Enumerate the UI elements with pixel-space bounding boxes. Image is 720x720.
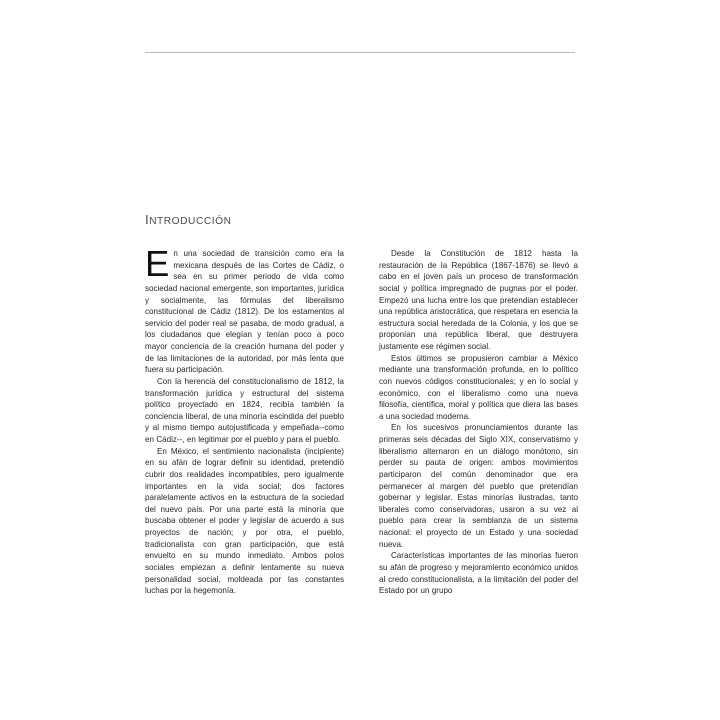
paragraph: Características importantes de las minorías fueron su afán de progreso y mejoramiento económico unidos al credo constitucionalista, a la limitación del poder del Estado por un grupo bbox=[379, 551, 578, 596]
drop-cap-letter: E bbox=[145, 243, 170, 284]
header-rule-divider bbox=[145, 52, 575, 53]
page-title bbox=[145, 212, 232, 227]
right-text-column bbox=[379, 248, 578, 597]
two-column-body bbox=[145, 243, 578, 688]
heading-initial-letter: I bbox=[145, 212, 150, 227]
heading-remaining-letters: NTRODUCCIÓN bbox=[149, 216, 232, 227]
left-text-column bbox=[145, 243, 344, 597]
paragraph-text: n una sociedad de transición como era la mexicana después de las Cortes de Cádiz, o sea en su primer periodo de vida como sociedad nacional emergente, son importantes, jurídica y socialmente, las fórmulas del liberalismo constitucional de Cádiz (1812). De los estamentos al servicio del poder real se pasaba, de modo gradual, a los ciudadanos que elegían y tenían poco a poco mayor conciencia de la creación humana del poder y de las limitaciones de la autoridad, por más lenta que fuera su participación. bbox=[145, 249, 344, 375]
paragraph: Con la herencia del constitucionalismo de 1812, la transformación jurídica y estructural del sistema político proyectado en 1824, recibía también la conciencia liberal, de una minoría escindida del pueblo y al mismo tiempo autojustificada y empeñada--como en Cádiz--, en legitimar por el pueblo y para el pueblo. bbox=[145, 376, 344, 444]
paragraph: Estos últimos se propusieron cambiar a México mediante una transformación profunda, en lo político con nuevos códigos constitucionales; y en lo social y económico, con el liberalismo como una nueva filosofía, científica, moral y política que diera las bases a una sociedad moderna. bbox=[379, 353, 578, 421]
paragraph: En México, el sentimiento nacionalista (incipiente) en su afán de lograr definir su identidad, pretendió cubrir dos realidades incompatibles, pero igualmente importantes en la vida social; dos factores paralelamente activos en la estructura de la sociedad del nuevo país. Por una parte está la minoría que buscaba obtener el poder y legislar de acuerdo a sus proyectos de nación; y por otra, el pueblo, tradicionalista con gran participación, que está envuelto en su mundo inmediato. Ambos polos sociales empiezan a definir lentamente su nueva personalidad social, moldeada por las constantes luchas por la hegemonía. bbox=[145, 446, 344, 596]
paragraph bbox=[145, 243, 344, 376]
paragraph: Desde la Constitución de 1812 hasta la restauración de la República (1867-1876) se llevó a cabo en el joven país un proceso de transformación social y política impregnado de pugnas por el poder. Empezó una lucha entre los que pretendian establecer una república aristocrática, que respetara en esencia la estructura social heredada de la Colonia, y los que se proponían una república liberal, que destruyera justamente ese régimen social. bbox=[379, 249, 578, 351]
paragraph: En los sucesivos pronunciamientos durante las primeras seis décadas del Siglo XIX, conservatismo y liberalismo alternaron en un diálogo monótono, sin perder su pauta de origen: ambos movimientos participaron del común denominador que era permanecer al margen del pueblo que pretendían gobernar y legislar. Estas minorías ilustradas, tanto liberales como conservadoras, usaron a su vez al pueblo para crear la semblanza de un sistema nacional: el proyecto de un Estado y una sociedad nueva. bbox=[379, 423, 578, 549]
